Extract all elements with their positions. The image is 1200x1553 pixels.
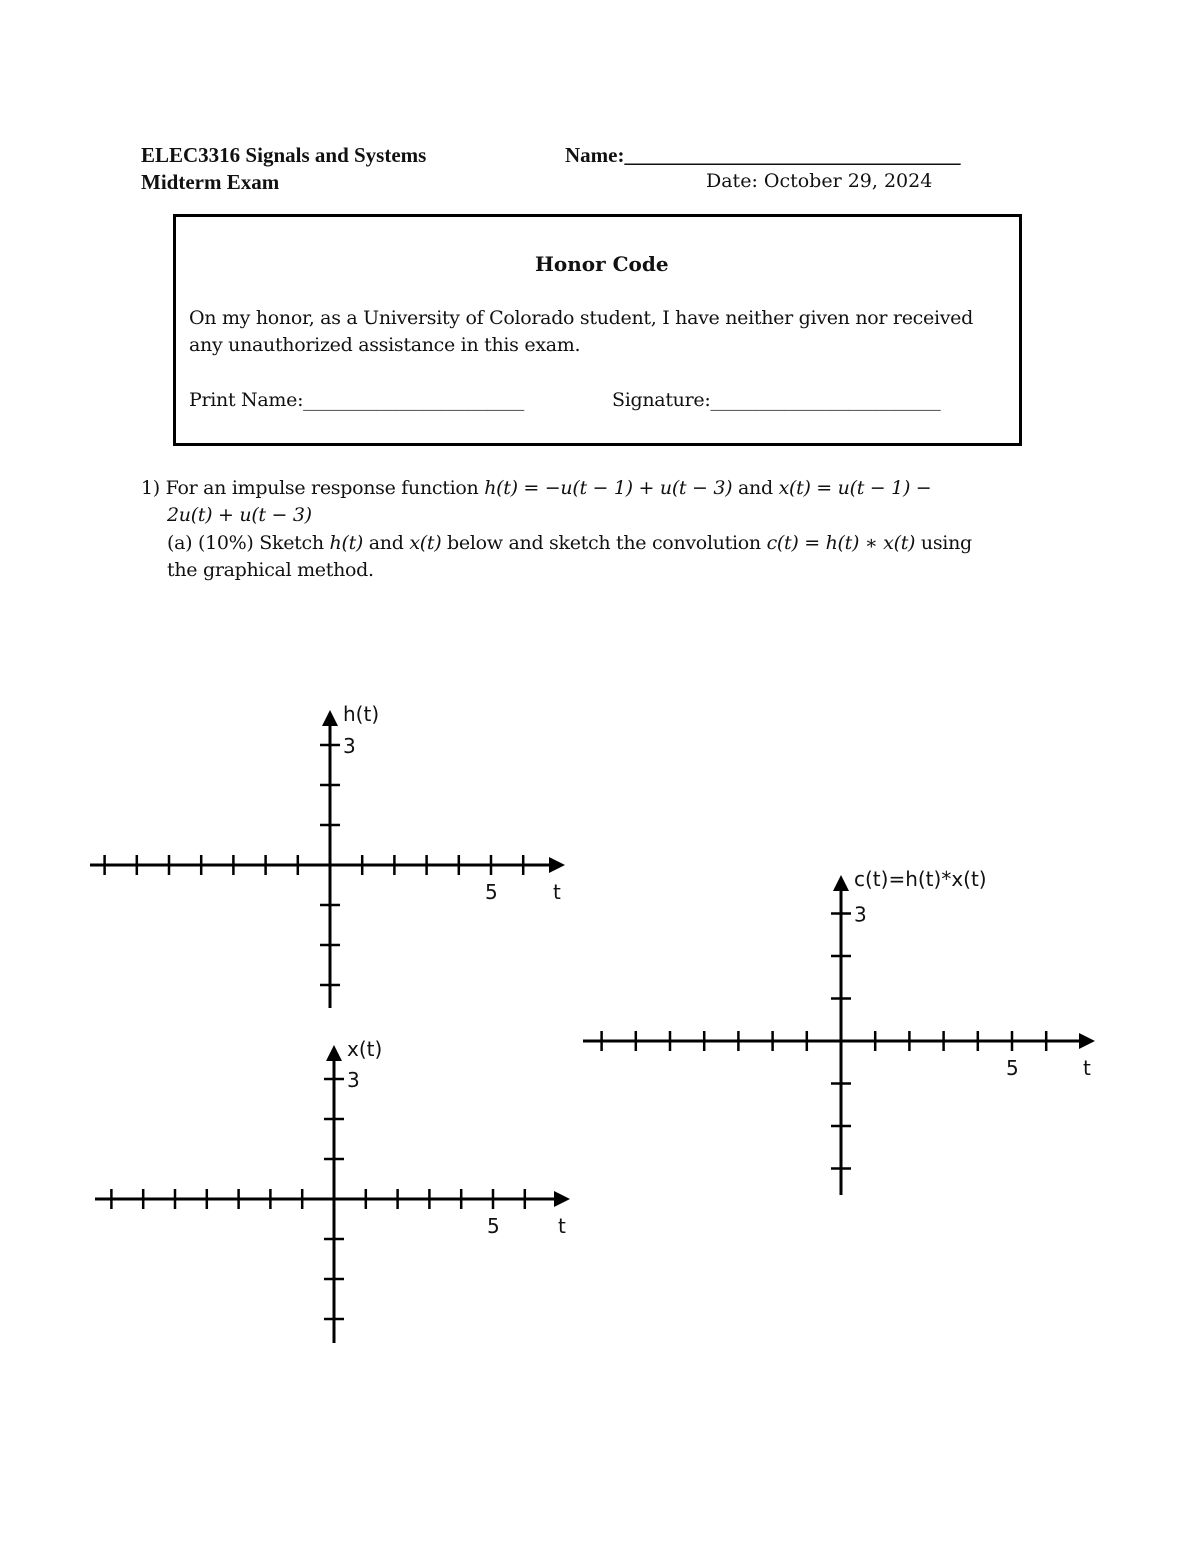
h-definition: h(t) = −u(t − 1) + u(t − 3) xyxy=(484,477,733,499)
c-y-arrow xyxy=(833,875,849,891)
course-title: ELEC3316 Signals and Systems xyxy=(141,143,427,167)
and-text: and xyxy=(732,477,779,499)
c-x-arrow xyxy=(1079,1033,1095,1049)
h-y-arrow xyxy=(322,710,338,726)
question-1a-line-2: the graphical method. xyxy=(167,559,374,581)
honor-code-title: Honor Code xyxy=(535,252,669,276)
x-symbol: x(t) xyxy=(409,532,442,554)
part-a-using: using xyxy=(915,532,972,554)
x-x-tick-label: 5 xyxy=(487,1214,500,1238)
h-symbol: h(t) xyxy=(329,532,364,554)
part-a-label: (a) (10%) Sketch xyxy=(167,532,330,554)
h-y-tick-label: 3 xyxy=(343,734,356,758)
honor-statement-line-2: any unauthorized assistance in this exam. xyxy=(189,334,581,356)
c-x-label: t xyxy=(1083,1056,1091,1080)
exam-date: Date: October 29, 2024 xyxy=(706,170,933,192)
x-axes-group xyxy=(95,1037,570,1343)
h-x-tick-label: 5 xyxy=(485,880,498,904)
x-y-tick-label: 3 xyxy=(347,1068,360,1092)
exam-title: Midterm Exam xyxy=(141,170,280,194)
h-y-label: h(t) xyxy=(343,702,380,726)
x-y-arrow xyxy=(326,1045,342,1061)
h-x-arrow xyxy=(549,857,565,873)
x-y-label: x(t) xyxy=(347,1037,383,1061)
c-y-tick-label: 3 xyxy=(854,902,867,927)
print-name-field[interactable]: Print Name:________________________ xyxy=(189,389,524,411)
convolution-definition: c(t) = h(t) ∗ x(t) xyxy=(766,532,916,554)
question-number: 1) xyxy=(141,477,166,499)
h-x-label: t xyxy=(553,880,561,904)
h-axes-group xyxy=(90,702,565,1008)
and-text-2: and xyxy=(363,532,410,554)
x-definition-part-2: 2u(t) + u(t − 3) xyxy=(167,504,312,526)
c-x-tick-label: 5 xyxy=(1006,1056,1019,1080)
part-a-middle: below and sketch the convolution xyxy=(441,532,767,554)
question-intro: For an impulse response function xyxy=(165,477,485,499)
x-definition-part-1: x(t) = u(t − 1) − xyxy=(778,477,932,499)
x-x-arrow xyxy=(554,1191,570,1207)
x-x-label: t xyxy=(558,1214,566,1238)
c-y-label: c(t)=h(t)*x(t) xyxy=(854,867,987,891)
c-axes-group xyxy=(583,867,1095,1195)
name-field[interactable]: Name:________________________________ xyxy=(565,143,961,167)
signature-field[interactable]: Signature:_________________________ xyxy=(612,389,941,411)
honor-statement-line-1: On my honor, as a University of Colorado student, I have neither given nor received xyxy=(189,307,973,329)
